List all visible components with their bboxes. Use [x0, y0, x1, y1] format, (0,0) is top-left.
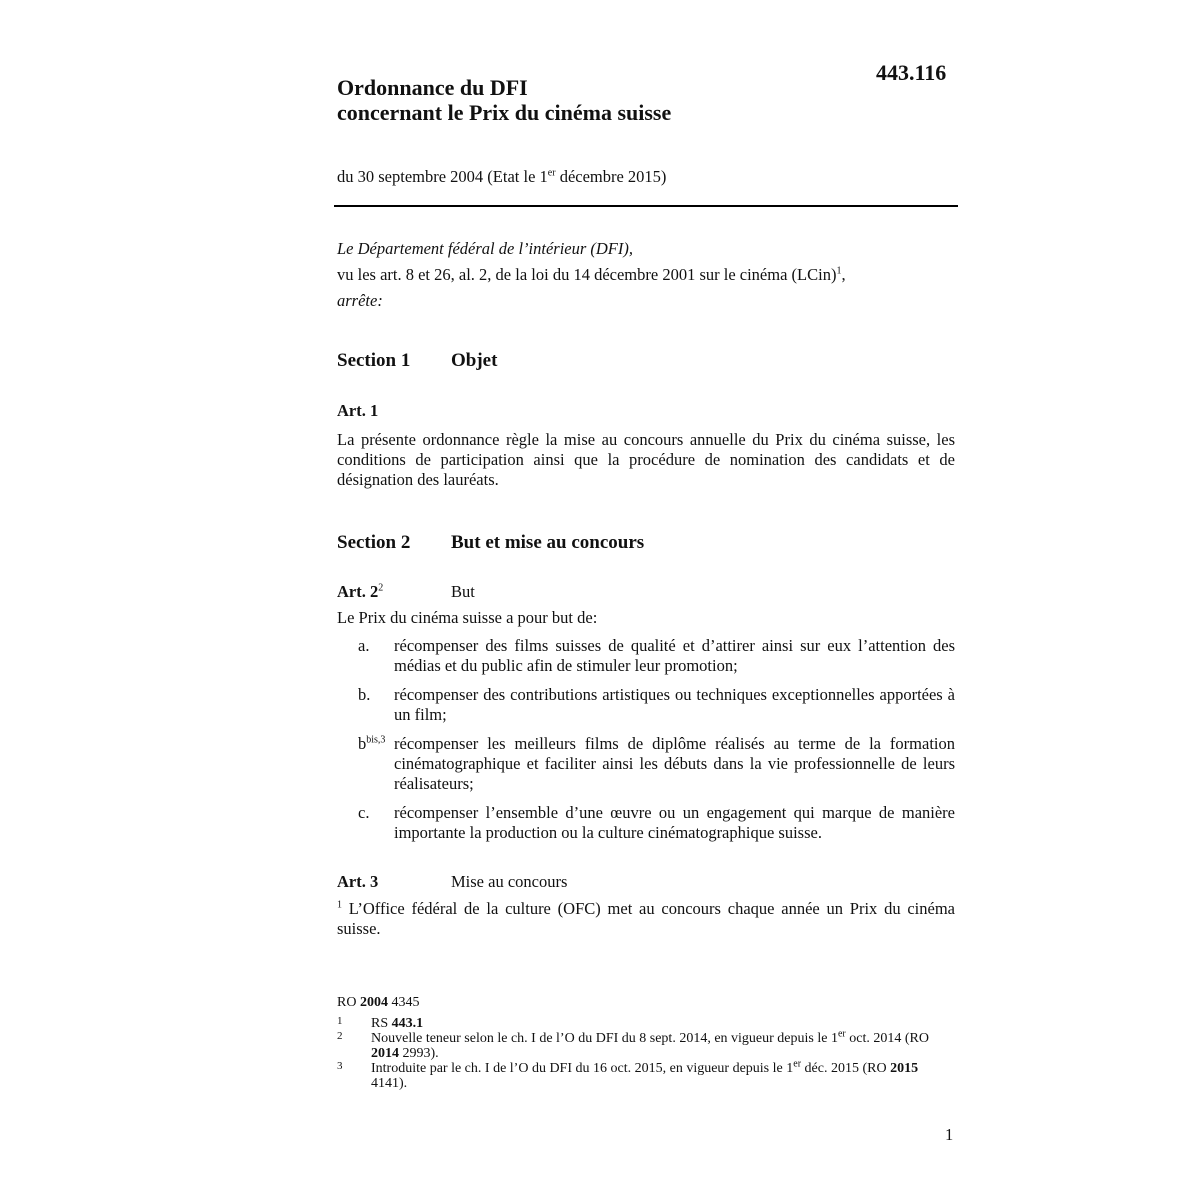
title-line-1: Ordonnance du DFI	[337, 75, 528, 100]
preamble	[337, 236, 955, 314]
list-item	[337, 636, 955, 676]
rs-number: 443.116	[876, 60, 947, 85]
preamble-basis	[337, 262, 955, 288]
footnote-ref-3[interactable]: bis,3	[366, 734, 386, 746]
footnote-number: 2	[337, 1030, 343, 1042]
list-item-text: récompenser l’ensemble d’une œuvre ou un engagement qui marque de manière importante la production ou la culture cinématographique suisse.	[394, 803, 955, 842]
document-date	[337, 167, 955, 187]
footnote-bold: 443.1	[391, 1016, 424, 1031]
section-1-title: Objet	[451, 350, 498, 371]
footnote-text-mid: déc. 2015 (RO	[801, 1061, 891, 1076]
section-2-heading	[337, 532, 645, 554]
footnote-text: Introduite par le ch. I de l’O du DFI du 16 oct. 2015, en vigueur depuis le 1	[371, 1061, 794, 1076]
article-2	[337, 582, 955, 843]
article-2-subtitle: But	[451, 582, 475, 601]
footnote-ref-1[interactable]: 1	[836, 265, 842, 277]
section-1-heading	[337, 350, 498, 372]
footnote-text: Nouvelle teneur selon le ch. I de l’O du DFI du 8 sept. 2014, en vigueur depuis le 1	[371, 1031, 838, 1046]
article-3-heading: Art. 3	[337, 872, 379, 891]
footnote-number: 1	[337, 1015, 343, 1027]
article-1	[337, 401, 955, 490]
list-item-label	[358, 734, 385, 754]
preamble-decree: arrête:	[337, 291, 383, 310]
section-2-title: But et mise au concours	[451, 532, 645, 553]
article-3-text-body: L’Office fédéral de la culture (OFC) met au concours chaque année un Prix du cinéma suisse.	[337, 899, 955, 938]
ro-reference	[337, 995, 957, 1010]
article-2-heading-row	[337, 582, 955, 602]
ro-page: 4345	[387, 995, 420, 1010]
footnote	[337, 1016, 957, 1031]
section-2-label: Section 2	[337, 532, 411, 553]
ro-year: 2004	[359, 995, 388, 1010]
document-title	[337, 75, 955, 125]
footnote-sup: er	[793, 1058, 802, 1070]
footnote-bold: 2014	[371, 1046, 399, 1061]
paragraph-number: 1	[337, 899, 342, 911]
date-prefix: du 30 septembre 2004 (Etat le 1	[337, 167, 548, 186]
footnote-text: RS	[371, 1016, 392, 1031]
footnote-number: 3	[337, 1060, 343, 1072]
footnote-bold: 2015	[890, 1061, 919, 1076]
article-3-heading-row	[337, 872, 955, 892]
list-item-text: récompenser des contributions artistiques ou techniques exceptionnelles apportées à un film;	[394, 685, 955, 724]
header-divider	[334, 205, 958, 207]
footnote-ref-2[interactable]: 2	[378, 582, 384, 594]
article-1-text: La présente ordonnance règle la mise au concours annuelle du Prix du cinéma suisse, les conditions de participation ainsi que la procédure de nomination des candidats et de désignation des lauréats.	[337, 430, 955, 489]
article-2-heading: Art. 2	[337, 582, 379, 601]
ro-prefix: RO	[337, 995, 360, 1010]
list-item-text: récompenser les meilleurs films de diplôme réalisés au terme de la formation cinématographique et faciliter ainsi les débuts dans la vie professionnelle de leurs réalisateurs;	[394, 734, 955, 793]
footnote-text-mid: oct. 2014 (RO	[845, 1031, 929, 1046]
footnote-text-end: 2993).	[399, 1046, 439, 1061]
list-item	[337, 803, 955, 843]
list-item-label: a.	[358, 636, 370, 655]
section-1-label: Section 1	[337, 350, 411, 371]
footnote-text-end: 4141).	[371, 1076, 408, 1091]
list-item-label: b.	[358, 685, 371, 704]
title-line-2: concernant le Prix du cinéma suisse	[337, 100, 672, 125]
article-3-text	[337, 899, 955, 939]
list-item	[337, 685, 955, 725]
preamble-authority: Le Département fédéral de l’intérieur (DFI),	[337, 239, 634, 258]
footnote-sup: er	[837, 1028, 846, 1040]
document-header	[337, 60, 955, 187]
list-item	[337, 734, 955, 794]
footnote	[337, 1028, 957, 1061]
article-1-heading: Art. 1	[337, 401, 379, 420]
list-item-label-text: b	[358, 734, 367, 753]
date-suffix: décembre 2015)	[555, 167, 667, 186]
article-3	[337, 872, 955, 939]
list-item-text: récompenser des films suisses de qualité et d’attirer ainsi sur eux l’attention des médias et du public afin de stimuler leur promotion;	[394, 636, 955, 675]
preamble-basis-text: vu les art. 8 et 26, al. 2, de la loi du 14 décembre 2001 sur le cinéma (LCin)	[337, 265, 837, 284]
preamble-basis-end: ,	[841, 265, 846, 284]
list-item-label: c.	[358, 803, 370, 822]
footnotes	[337, 995, 957, 1091]
article-2-intro: Le Prix du cinéma suisse a pour but de:	[337, 608, 598, 627]
article-3-subtitle: Mise au concours	[451, 872, 568, 891]
date-sup: er	[547, 167, 556, 179]
footnote	[337, 1058, 957, 1091]
page-number: 1	[945, 1125, 954, 1144]
